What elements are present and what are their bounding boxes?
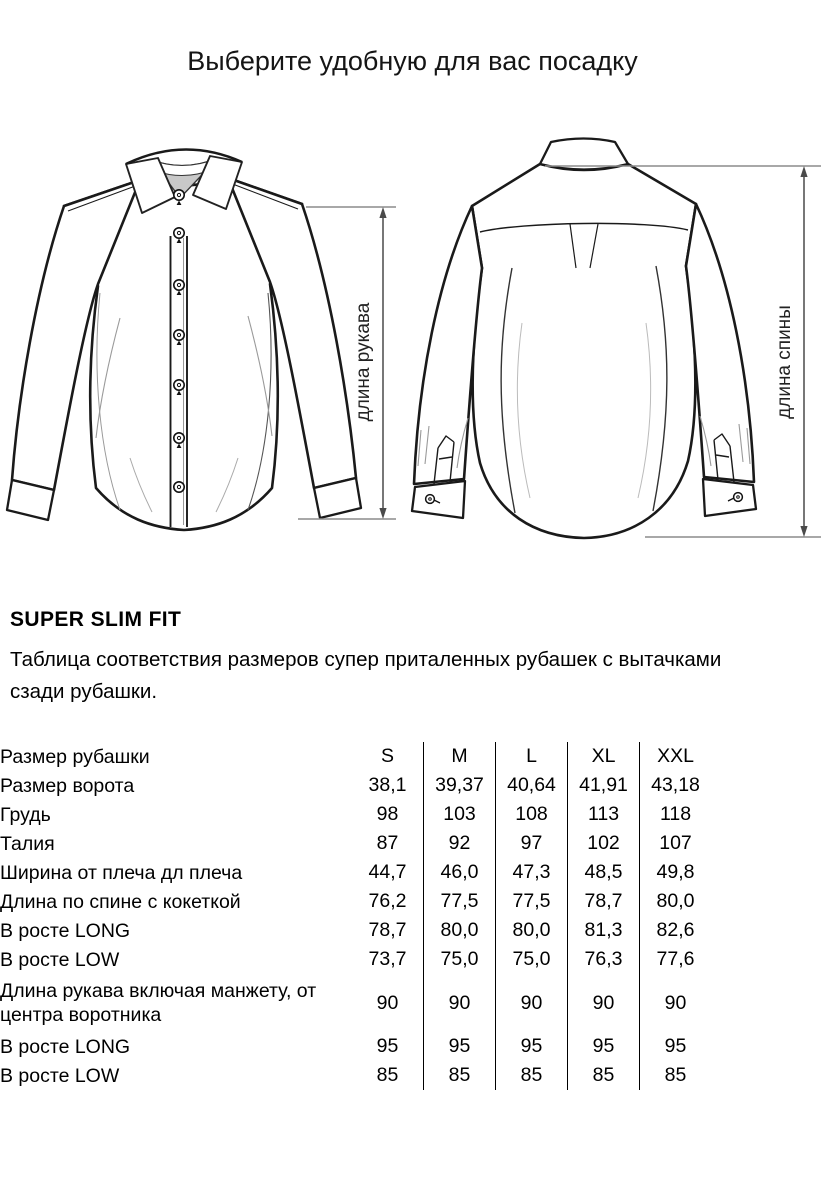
measurement-value: 76,3: [568, 945, 640, 974]
size-table-row: [0, 858, 711, 887]
measurement-value: 87: [376, 832, 399, 854]
shirt-figure: [0, 118, 825, 588]
measurement-value: 90: [424, 974, 496, 1032]
fit-heading: SUPER SLIM FIT: [10, 608, 182, 631]
shirt-back-drawing: [412, 139, 756, 539]
size-table-row: [0, 1061, 711, 1090]
size-column-header: M: [424, 742, 496, 771]
measurement-value: 77,5: [424, 887, 496, 916]
size-table-row: [0, 974, 711, 1032]
measurement-value: 77,6: [640, 945, 712, 974]
size-table-row: [0, 829, 711, 858]
measurement-label: Талия: [0, 832, 55, 855]
measurement-value: 90: [376, 991, 399, 1014]
measurement-value: 73,7: [368, 948, 407, 970]
measurement-value: 75,0: [424, 945, 496, 974]
shirt-drawings-svg: [0, 118, 825, 588]
measurement-label: В росте LONG: [0, 919, 131, 942]
fit-description-line2: сзади рубашки.: [10, 680, 158, 703]
size-table-row: [0, 945, 711, 974]
size-column-header: XL: [568, 742, 640, 771]
fit-description: [10, 644, 810, 708]
size-table-row: [0, 771, 711, 800]
size-column-header: S: [380, 745, 394, 767]
measurement-value: 85: [376, 1064, 399, 1086]
size-table-row: [0, 800, 711, 829]
measurement-label: Длина рукава включая манжету, от центра воротника: [0, 980, 317, 1026]
measurement-value: 103: [424, 800, 496, 829]
size-table-row: [0, 916, 711, 945]
page-title: Выберите удобную для вас посадку: [187, 46, 638, 76]
fit-description-line1: Таблица соответствия размеров супер приталенных рубашек с вытачками: [10, 648, 722, 671]
measurement-value: 81,3: [568, 916, 640, 945]
measurement-label: Длина по спине с кокеткой: [0, 890, 241, 913]
back-length-label: длина спины: [774, 305, 795, 419]
measurement-value: 47,3: [496, 858, 568, 887]
measurement-label: В росте LONG: [0, 1035, 131, 1058]
size-table-body: [0, 742, 711, 1090]
measurement-value: 80,0: [424, 916, 496, 945]
measurement-value: 92: [424, 829, 496, 858]
measurement-value: 98: [376, 803, 399, 825]
size-table-header-label: Размер рубашки: [0, 745, 150, 768]
size-table-header-row: [0, 742, 711, 771]
measurement-value: 75,0: [496, 945, 568, 974]
size-column-header: XXL: [640, 742, 712, 771]
measurement-value: 76,2: [368, 890, 407, 912]
measurement-value: 102: [568, 829, 640, 858]
measurement-label: Ширина от плеча дл плеча: [0, 861, 243, 884]
measurement-value: 38,1: [368, 774, 407, 796]
measurement-label: В росте LOW: [0, 948, 120, 971]
measurement-value: 48,5: [568, 858, 640, 887]
measurement-value: 90: [640, 974, 712, 1032]
measurement-value: 95: [640, 1032, 712, 1061]
measurement-value: 85: [424, 1061, 496, 1090]
measurement-label: Размер ворота: [0, 774, 135, 797]
measurement-value: 118: [640, 800, 712, 829]
measurement-value: 43,18: [640, 771, 712, 800]
measurement-value: 85: [496, 1061, 568, 1090]
measurement-label: Грудь: [0, 803, 51, 826]
measurement-value: 90: [568, 974, 640, 1032]
measurement-value: 80,0: [496, 916, 568, 945]
measurement-value: 77,5: [496, 887, 568, 916]
measurement-value: 90: [496, 974, 568, 1032]
measurement-value: 95: [376, 1035, 399, 1057]
measurement-value: 108: [496, 800, 568, 829]
measurement-value: 49,8: [640, 858, 712, 887]
measurement-value: 80,0: [640, 887, 712, 916]
measurement-value: 39,37: [424, 771, 496, 800]
sleeve-length-label: длина рукава: [353, 302, 374, 422]
measurement-value: 95: [496, 1032, 568, 1061]
size-table-row: [0, 1032, 711, 1061]
measurement-value: 46,0: [424, 858, 496, 887]
measurement-value: 107: [640, 829, 712, 858]
measurement-value: 113: [568, 800, 640, 829]
measurement-value: 44,7: [368, 861, 407, 883]
measurement-value: 41,91: [568, 771, 640, 800]
measurement-value: 97: [496, 829, 568, 858]
measurement-value: 78,7: [368, 919, 407, 941]
size-column-header: L: [496, 742, 568, 771]
size-table: [0, 742, 711, 1090]
size-table-row: [0, 887, 711, 916]
measurement-value: 40,64: [496, 771, 568, 800]
measurement-value: 85: [568, 1061, 640, 1090]
measurement-value: 78,7: [568, 887, 640, 916]
measurement-value: 82,6: [640, 916, 712, 945]
measurement-label: В росте LOW: [0, 1064, 120, 1087]
measurement-value: 95: [424, 1032, 496, 1061]
measurement-value: 95: [568, 1032, 640, 1061]
fit-section: [10, 608, 810, 708]
measurement-value: 85: [640, 1061, 712, 1090]
